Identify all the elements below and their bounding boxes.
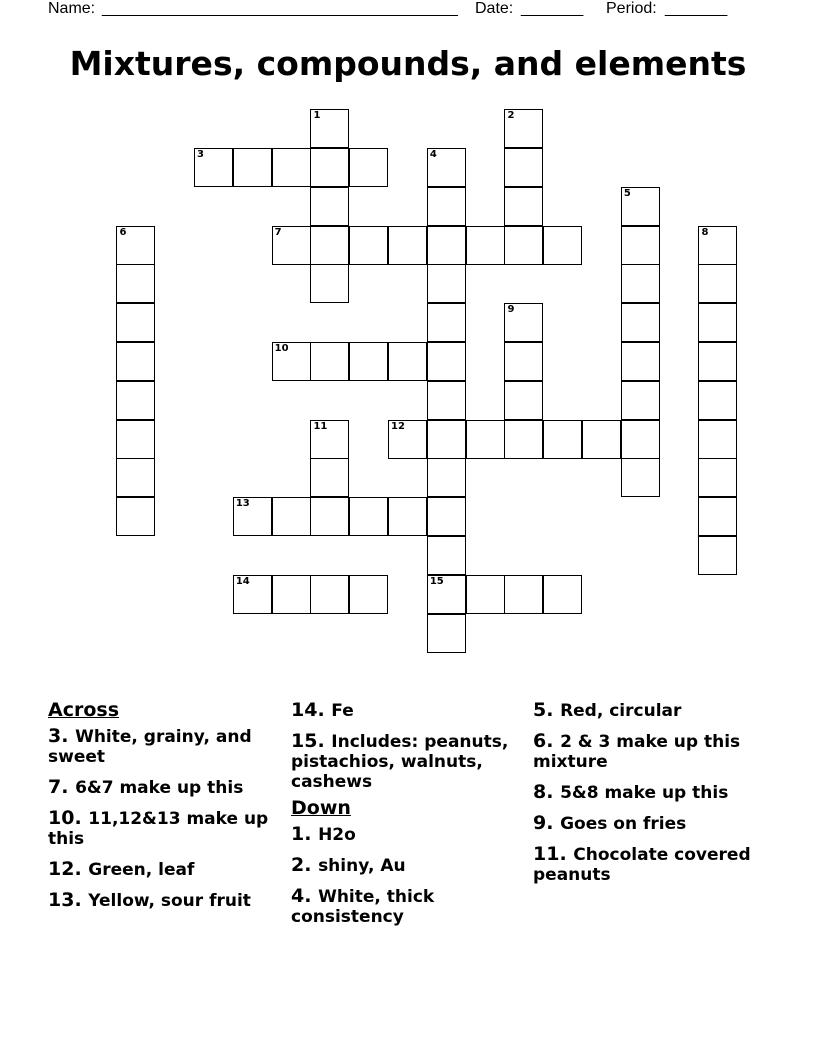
crossword-cell[interactable] bbox=[427, 303, 466, 342]
crossword-cell[interactable] bbox=[427, 536, 466, 575]
crossword-cell[interactable] bbox=[698, 381, 737, 420]
crossword-cell[interactable] bbox=[543, 226, 582, 265]
crossword-cell[interactable] bbox=[116, 226, 155, 265]
clue-item-number: 4. bbox=[291, 885, 319, 907]
clue-item-number: 7. bbox=[48, 776, 76, 798]
clue-item-number: 3. bbox=[48, 725, 76, 747]
clue-item bbox=[533, 844, 773, 885]
clue-number: 11 bbox=[313, 420, 328, 432]
crossword-cell[interactable] bbox=[310, 148, 349, 187]
clue-number: 5 bbox=[623, 187, 631, 199]
crossword-cell[interactable] bbox=[504, 575, 543, 614]
clue-item bbox=[291, 731, 531, 792]
clue-number: 8 bbox=[701, 226, 709, 238]
crossword-cell[interactable] bbox=[427, 458, 466, 497]
crossword-cell[interactable] bbox=[427, 381, 466, 420]
clue-item-text: Red, circular bbox=[560, 701, 682, 721]
crossword-cell[interactable] bbox=[427, 497, 466, 536]
clue-item-text: Yellow, sour fruit bbox=[88, 891, 251, 911]
clue-column-3 bbox=[533, 700, 773, 895]
crossword-cell[interactable] bbox=[504, 420, 543, 459]
crossword-cell[interactable] bbox=[621, 420, 660, 459]
crossword-cell[interactable] bbox=[698, 342, 737, 381]
name-label: Name: bbox=[48, 0, 96, 17]
crossword-cell[interactable] bbox=[233, 497, 272, 536]
crossword-cell[interactable] bbox=[621, 226, 660, 265]
clue-item-number: 9. bbox=[533, 812, 561, 834]
period-blank[interactable]: _______ bbox=[665, 0, 728, 17]
clue-item-number: 5. bbox=[533, 699, 561, 721]
crossword-cell[interactable] bbox=[582, 420, 621, 459]
crossword-cell[interactable] bbox=[621, 458, 660, 497]
crossword-cell[interactable] bbox=[349, 497, 388, 536]
crossword-cell[interactable] bbox=[310, 226, 349, 265]
crossword-cell[interactable] bbox=[349, 226, 388, 265]
clue-item-number: 8. bbox=[533, 781, 561, 803]
crossword-cell[interactable] bbox=[388, 342, 427, 381]
date-label: Date: bbox=[475, 0, 514, 17]
clue-number: 7 bbox=[274, 226, 282, 238]
crossword-cell[interactable] bbox=[504, 226, 543, 265]
clue-item-text: White, thick consistency bbox=[291, 887, 435, 927]
crossword-cell[interactable] bbox=[349, 148, 388, 187]
crossword-cell[interactable] bbox=[272, 575, 311, 614]
crossword-cell[interactable] bbox=[504, 381, 543, 420]
name-blank[interactable]: ________________________________________ bbox=[102, 0, 458, 17]
clue-item bbox=[48, 808, 288, 849]
clue-item-text: Goes on fries bbox=[560, 814, 687, 834]
crossword-cell[interactable] bbox=[427, 420, 466, 459]
clue-item-text: 11,12&13 make up this bbox=[48, 809, 269, 849]
clue-number: 2 bbox=[507, 110, 515, 122]
crossword-cell[interactable] bbox=[349, 575, 388, 614]
clue-item-text: 6&7 make up this bbox=[75, 778, 244, 798]
clue-item-number: 2. bbox=[291, 854, 319, 876]
clue-number: 4 bbox=[429, 149, 437, 161]
clue-item-number: 1. bbox=[291, 823, 319, 845]
down-heading: Down bbox=[291, 797, 351, 819]
crossword-cell[interactable] bbox=[194, 148, 233, 187]
clue-item bbox=[48, 777, 288, 798]
clue-item bbox=[48, 890, 288, 911]
crossword-cell[interactable] bbox=[698, 264, 737, 303]
crossword-cell[interactable] bbox=[466, 420, 505, 459]
crossword-cell[interactable] bbox=[543, 575, 582, 614]
clue-item-number: 15. bbox=[291, 730, 332, 752]
crossword-cell[interactable] bbox=[310, 109, 349, 148]
clue-number: 13 bbox=[235, 498, 250, 510]
crossword-cell[interactable] bbox=[310, 458, 349, 497]
clue-item-number: 12. bbox=[48, 858, 89, 880]
crossword-cell[interactable] bbox=[310, 187, 349, 226]
crossword-cell[interactable] bbox=[310, 342, 349, 381]
crossword-cell[interactable] bbox=[116, 264, 155, 303]
crossword-cell[interactable] bbox=[466, 226, 505, 265]
crossword-cell[interactable] bbox=[427, 264, 466, 303]
clue-item bbox=[533, 731, 773, 772]
crossword-cell[interactable] bbox=[504, 342, 543, 381]
crossword-cell[interactable] bbox=[698, 420, 737, 459]
clue-number: 10 bbox=[274, 343, 289, 355]
crossword-cell[interactable] bbox=[388, 497, 427, 536]
clue-item-text: White, grainy, and sweet bbox=[48, 727, 252, 767]
crossword-cell[interactable] bbox=[504, 303, 543, 342]
crossword-cell[interactable] bbox=[116, 458, 155, 497]
clue-item-text: H2o bbox=[318, 825, 356, 845]
crossword-cell[interactable] bbox=[427, 226, 466, 265]
date-blank[interactable]: _______ bbox=[521, 0, 584, 17]
clue-item bbox=[291, 700, 531, 721]
clue-item bbox=[291, 855, 531, 876]
clue-item bbox=[533, 813, 773, 834]
clue-item bbox=[533, 700, 773, 721]
clue-item-text: Green, leaf bbox=[88, 860, 195, 880]
crossword-cell[interactable] bbox=[621, 187, 660, 226]
crossword-cell[interactable] bbox=[698, 458, 737, 497]
crossword-cell[interactable] bbox=[388, 420, 427, 459]
crossword-cell[interactable] bbox=[698, 536, 737, 575]
crossword-cell[interactable] bbox=[116, 342, 155, 381]
period-label: Period: bbox=[606, 0, 657, 17]
crossword-cell[interactable] bbox=[621, 342, 660, 381]
clue-number: 1 bbox=[313, 110, 321, 122]
crossword-cell[interactable] bbox=[504, 148, 543, 187]
crossword-cell[interactable] bbox=[116, 420, 155, 459]
clue-item-text: shiny, Au bbox=[318, 856, 406, 876]
clue-number: 9 bbox=[507, 304, 515, 316]
clue-item-text: 2 & 3 make up this mixture bbox=[533, 732, 741, 772]
clue-item-number: 10. bbox=[48, 807, 89, 829]
crossword-cell[interactable] bbox=[272, 342, 311, 381]
clue-item bbox=[48, 726, 288, 767]
crossword-cell[interactable] bbox=[233, 148, 272, 187]
crossword-cell[interactable] bbox=[466, 575, 505, 614]
crossword-cell[interactable] bbox=[272, 497, 311, 536]
crossword-cell[interactable] bbox=[272, 148, 311, 187]
crossword-cell[interactable] bbox=[698, 226, 737, 265]
crossword-cell[interactable] bbox=[427, 575, 466, 614]
crossword-cell[interactable] bbox=[310, 264, 349, 303]
crossword-cell[interactable] bbox=[427, 614, 466, 653]
crossword-cell[interactable] bbox=[543, 420, 582, 459]
crossword-cell[interactable] bbox=[349, 342, 388, 381]
crossword-cell[interactable] bbox=[310, 575, 349, 614]
clue-item-text: 5&8 make up this bbox=[560, 783, 729, 803]
clue-item bbox=[533, 782, 773, 803]
clue-number: 12 bbox=[391, 420, 405, 432]
clue-item-number: 6. bbox=[533, 730, 561, 752]
clue-number: 14 bbox=[235, 575, 250, 587]
crossword-cell[interactable] bbox=[427, 342, 466, 381]
clue-item-text: Fe bbox=[331, 701, 354, 721]
crossword-cell[interactable] bbox=[698, 303, 737, 342]
clue-item bbox=[48, 859, 288, 880]
clue-number: 3 bbox=[197, 149, 205, 161]
crossword-cell[interactable] bbox=[427, 187, 466, 226]
clue-item-text: Includes: peanuts, pistachios, walnuts, cashews bbox=[291, 732, 509, 792]
crossword-cell[interactable] bbox=[427, 148, 466, 187]
page-title: Mixtures, compounds, and elements bbox=[69, 44, 747, 83]
crossword-cell[interactable] bbox=[621, 381, 660, 420]
crossword-cell[interactable] bbox=[116, 381, 155, 420]
crossword-cell[interactable] bbox=[116, 303, 155, 342]
clue-number: 15 bbox=[429, 575, 444, 587]
crossword-cell[interactable] bbox=[116, 497, 155, 536]
crossword-cell[interactable] bbox=[388, 226, 427, 265]
crossword-cell[interactable] bbox=[504, 187, 543, 226]
across-heading: Across bbox=[48, 699, 120, 721]
crossword-cell[interactable] bbox=[310, 420, 349, 459]
clue-number: 6 bbox=[119, 226, 127, 238]
crossword-cell[interactable] bbox=[698, 497, 737, 536]
clue-column-1 bbox=[48, 700, 288, 921]
crossword-cell[interactable] bbox=[621, 264, 660, 303]
clue-item-number: 11. bbox=[533, 843, 574, 865]
clue-item bbox=[291, 886, 531, 927]
crossword-cell[interactable] bbox=[621, 303, 660, 342]
crossword-cell[interactable] bbox=[504, 109, 543, 148]
clue-column-2 bbox=[291, 700, 531, 937]
clue-item-number: 14. bbox=[291, 699, 332, 721]
crossword-cell[interactable] bbox=[310, 497, 349, 536]
clue-item-text: Chocolate covered peanuts bbox=[533, 845, 751, 885]
clue-item bbox=[291, 824, 531, 845]
crossword-cell[interactable] bbox=[233, 575, 272, 614]
clue-item-number: 13. bbox=[48, 889, 89, 911]
crossword-cell[interactable] bbox=[272, 226, 311, 265]
